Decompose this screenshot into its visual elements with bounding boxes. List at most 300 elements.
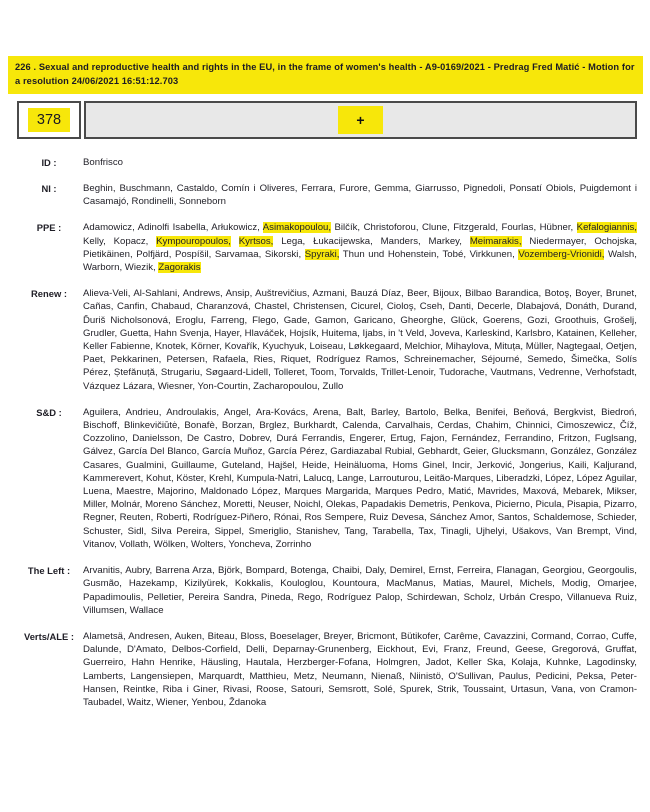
mep-name: Björk	[217, 565, 240, 577]
mep-name: Delbos-Corfield	[171, 644, 238, 656]
mep-name: López Aguilar	[576, 472, 635, 484]
group-names: Alametsä, Andresen, Auken, Biteau, Bloss, Boeselager, Breyer, Bricmont, Bütikofer, Carême, Cavazzini, Cormand, Corrao, Cuffe, Dalunde, D'Amato, Delbos-Corfield, Delli, Deparnay-Grunenberg, Eickhout, Evi, Franz, Freund, Geese, Gregorová, Gruffat, Guerreiro, Hahn Henrike, Häusling, Hautala, Herzberger-Fofana, Holmgren, Jadot, Keller Ska, Kolaja, Kuhnke, Lagodinsky, Lamberts, Langensiepen, Marquardt, Matthieu, Metz, Neumann, Nienaß, Niinistö, O'Sullivan, Paulus, Pedicini, Peksa, Peter-Hansen, Reintke, Riba i Giner, Rivasi, Roose, Satouri, Semsrott, Solé, Spurek, Strik, Toussaint, Urtasun, Vana, von Cramon-Taubadel, Waitz, Wiener, Yenbou, Ždanoka	[83, 630, 638, 708]
mep-name: Modig	[561, 578, 588, 590]
mep-name: Biteau	[207, 630, 235, 642]
mep-name: Hautala	[246, 657, 280, 669]
mep-name: Reintke	[123, 683, 156, 695]
group-label: Renew :	[31, 288, 67, 300]
mep-name: Ochojska	[594, 235, 635, 247]
mep-name: Charanzová	[196, 301, 249, 313]
mep-name: López	[545, 472, 572, 484]
mep-name: Ponsatí Obiols	[509, 183, 574, 195]
mep-name: Niinistö	[409, 670, 441, 682]
mep-name: Geier	[463, 446, 487, 458]
mep-name: Marques Margarida	[284, 486, 369, 498]
mep-name: Cimoszewicz	[556, 420, 613, 432]
mep-name: Strugariu	[160, 367, 200, 379]
mep-name: Kolaja	[511, 657, 539, 669]
mep-name: Keller Fabienne	[83, 341, 151, 353]
vote-group-row	[17, 630, 637, 709]
mep-name: Kympouropoulos,	[156, 235, 231, 247]
mep-name: Yon-Courtin	[197, 380, 248, 392]
mep-name: Gruffat	[605, 644, 635, 656]
mep-name: Toussaint	[463, 683, 504, 695]
mep-name: Mebarek	[562, 486, 601, 498]
mep-name: Neumann	[321, 670, 364, 682]
mep-name: von Cramon-Taubadel	[83, 683, 638, 708]
mep-name: Mavrides	[477, 486, 517, 498]
vote-group-row	[17, 156, 637, 169]
mep-name: Kokkalis	[234, 578, 271, 590]
mep-name: Homs Ginel	[392, 459, 445, 471]
mep-name: Číž	[619, 420, 635, 432]
mep-name: Rónai	[273, 512, 299, 524]
mep-name: Brunet	[605, 288, 635, 300]
mep-name: Larrouturou	[369, 472, 419, 484]
mep-name: Durand	[602, 301, 635, 313]
mep-name: Melchior	[404, 341, 441, 353]
mep-name: Beghin	[83, 183, 113, 195]
mep-name: Ștefănuță	[113, 367, 155, 379]
mep-name: Karleskind	[465, 327, 511, 339]
mep-name: Clune	[421, 222, 448, 234]
mep-name: Moreno Sánchez	[145, 499, 218, 511]
mep-name: González	[550, 446, 591, 458]
mep-name: Lagodinsky	[586, 657, 635, 669]
mep-name: Ferrara	[301, 183, 333, 195]
mep-name: Ros Sempere	[304, 512, 364, 524]
votes-for-count: 378	[28, 108, 70, 132]
votes-for-box	[17, 101, 81, 139]
mep-name: Maldonado López	[200, 486, 278, 498]
mep-name: Ruiz Devesa	[369, 512, 424, 524]
group-names: Alieva-Veli, Al-Sahlani, Andrews, Ansip, Auštrevičius, Azmani, Bauzá Díaz, Beer, Bijoux, Bilbao Barandica, Botoş, Boyer, Brunet, Cañas, Canfin, Chabaud, Charanzová, Chastel, Christensen, Cicurel, Cioloş, Cseh, Danti, Decerle, Dlabajová, Donáth, Durand, Ďuriš Nicholsonová, Eroglu, Farreng, Flego, Gade, Gamon, Garicano, Gheorghe, Glück, Goerens, Gozi, Groothuis, Grošelj, Grudler, Guetta, Hahn Svenja, Hayer, Hlaváček, Hojsík, Huitema, Ijabs, in 't Veld, Joveva, Karleskind, Karlsbro, Katainen, Kelleher, Keller Fabienne, Knotek, Körner, Kovařík, Kyuchyuk, Loiseau, Løkkegaard, Melchior, Mihaylova, Mituța, Müller, Nagtegaal, Oetjen, Paet, Pekkarinen, Petersen, Rafaela, Ries, Riquet, Rodríguez Ramos, Schreinemacher, Séjourné, Semedo, Šimečka, Solís Pérez, Ștefănuță, Strugariu, Søgaard-Lidell, Tolleret, Toom, Torvalds, Trillet-Lenoir, Tudorache, Vautmans, Vedrenne, Verhofstadt, Vázquez Lázara, Wiesner, Yon-Courtin, Zacharopoulou, Zullo	[83, 288, 637, 392]
mep-name: Hahn Svenja	[153, 327, 209, 339]
mep-name: Auken	[174, 630, 202, 642]
mep-name: Wiezik	[124, 262, 154, 274]
mep-name: Deparnay-Grunenberg	[272, 644, 369, 656]
mep-name: Loiseau	[309, 341, 344, 353]
mep-name: Pekkarinen	[110, 354, 159, 366]
mep-name: Yoncheva	[228, 538, 271, 550]
mep-name: Flanagan	[496, 565, 537, 577]
mep-name: Grošelj	[603, 314, 635, 326]
mep-name: Ďuriš Nicholsonová	[83, 314, 168, 326]
mep-name: Arvanitis	[83, 565, 120, 577]
mep-name: Dalunde	[83, 644, 119, 656]
mep-name: Glucksmann	[491, 446, 545, 458]
mep-name: Dlabajová	[516, 301, 560, 313]
mep-name: Incir	[452, 459, 470, 471]
mep-name: Spyraki,	[304, 248, 340, 260]
mep-name: Botoş	[544, 288, 570, 300]
mep-name: Blinkevičiūtė	[124, 420, 178, 432]
mep-name: Lamberts	[83, 670, 123, 682]
mep-name: Stanishev	[295, 525, 338, 537]
mep-name: Farreng	[210, 314, 245, 326]
mep-name: Körner	[190, 341, 220, 353]
group-label: ID :	[41, 156, 57, 168]
mep-name: Angel	[223, 406, 249, 418]
mep-name: Kaili	[568, 459, 587, 471]
mep-name: Maurel	[480, 578, 511, 590]
mep-name: Ferrandino	[504, 433, 552, 445]
mep-name: Decerle	[477, 301, 511, 313]
mep-name: Katainen	[556, 327, 595, 339]
mep-name: Vind	[615, 525, 635, 537]
mep-name: Moretti	[223, 499, 253, 511]
mep-name: Guteland	[221, 459, 261, 471]
mep-name: Omarjee	[597, 578, 635, 590]
mep-name: Pisapia	[567, 499, 599, 511]
mep-name: Pelletier	[147, 591, 182, 603]
mep-name: Spurek	[399, 683, 431, 695]
mep-name: Borzan	[221, 420, 253, 432]
mep-name: Giarrusso	[415, 183, 457, 195]
group-names	[81, 156, 637, 169]
mep-name: Rafaela	[212, 354, 246, 366]
mep-name: Garicano	[353, 314, 393, 326]
mep-name: Sippel	[214, 525, 242, 537]
mep-name: Sidl	[127, 525, 144, 537]
mep-name: Cañas	[83, 301, 111, 313]
mep-name: Peksa	[576, 670, 604, 682]
mep-name: Holmgren	[376, 657, 418, 669]
mep-name: Danielsson	[132, 433, 180, 445]
mep-name: Delli	[246, 644, 265, 656]
mep-name: Freund	[476, 644, 507, 656]
mep-name: Bergkvist	[553, 406, 594, 418]
mep-name: Schaldemose	[533, 512, 592, 524]
mep-name: Pineda	[260, 591, 291, 603]
mep-name: Waitz	[127, 696, 151, 708]
mep-name: Durá Ferrandis	[276, 433, 343, 445]
mep-name: Gebhardt	[417, 446, 458, 458]
mep-name: Al-Sahlani	[133, 288, 178, 300]
mep-name: Leitão-Marques	[424, 472, 491, 484]
mep-name: Schirdewan	[406, 591, 457, 603]
mep-name: Carême	[443, 630, 478, 642]
mep-name: Alametsä	[83, 630, 123, 642]
mep-name: Cseh	[419, 301, 443, 313]
group-names: Arvanitis, Aubry, Barrena Arza, Björk, Bompard, Botenga, Chaibi, Daly, Demirel, Ernst, Ferreira, Flanagan, Georgiou, Georgoulis, Gusmão, Hazekamp, Kizilyürek, Kokkalis, Kouloglou, Kountoura, MacManus, Matias, Maurel, Michels, Modig, Omarjee, Papadimoulis, Pelletier, Pereira Sandra, Pineda, Rego, Rodríguez Palop, Schirdewan, Scholz, Urbán Crespo, Villanueva Ruiz, Villumsen, Wallace	[83, 565, 638, 616]
mep-name: Luena	[83, 486, 110, 498]
mep-name: Scholz	[463, 591, 493, 603]
mep-name: Fajon	[420, 433, 445, 445]
mep-name: Riquet	[280, 354, 309, 366]
mep-name: Kyrtsos,	[238, 235, 274, 247]
mep-name: Torvalds	[339, 367, 376, 379]
mep-name: Neuser	[257, 499, 289, 511]
mep-name: Reuten	[119, 512, 151, 524]
mep-name: Sikorski	[264, 248, 299, 260]
mep-name: Oetjen	[605, 341, 635, 353]
mep-name: Häusling	[200, 657, 239, 669]
vote-title: 226 . Sexual and reproductive health and rights in the EU, in the frame of women's health - A9-0169/2021 - Predrag Fred Matić - Motion for a resolution 24/06/2021 16:51:12.703	[8, 56, 643, 94]
vote-group-row	[17, 287, 637, 393]
mep-name: Michels	[519, 578, 553, 590]
mep-name: Rodríguez Palop	[327, 591, 401, 603]
mep-name: Solís Pérez	[83, 354, 637, 379]
mep-name: Ždanoka	[228, 696, 267, 708]
mep-name: Tax	[418, 525, 434, 537]
mep-name: Krehl	[208, 472, 232, 484]
mep-name: Liberadzki	[496, 472, 540, 484]
mep-name: Zorrinho	[275, 538, 312, 550]
mep-name: Breyer	[323, 630, 352, 642]
mep-name: Fitzgerald	[453, 222, 496, 234]
mep-name: García Del Blanco	[118, 446, 197, 458]
mep-name: Balt	[346, 406, 364, 418]
mep-name: Lega	[281, 235, 303, 247]
mep-name: Georgiou	[542, 565, 582, 577]
mep-name: Chaibi	[332, 565, 360, 577]
mep-name: Herzberger-Fofana	[287, 657, 369, 669]
mep-name: Barrena Arza	[155, 565, 213, 577]
mep-name: Daly	[365, 565, 384, 577]
mep-name: Semsrott	[328, 683, 367, 695]
mep-name: De Castro	[186, 433, 232, 445]
mep-name: Schreinemacher	[403, 354, 474, 366]
vote-group-row	[17, 406, 637, 551]
group-label: NI :	[41, 183, 57, 195]
mep-name: Castaldo	[176, 183, 215, 195]
mep-name: Brglez	[259, 420, 287, 432]
mep-name: Auštrevičius	[255, 288, 307, 300]
mep-name: Wallace	[129, 604, 164, 616]
mep-name: Vollath	[119, 538, 149, 550]
mep-name: Bijoux	[432, 288, 460, 300]
mep-name: Santos	[497, 512, 528, 524]
mep-name: Langensiepen	[130, 670, 191, 682]
mep-name: Thun und Hohenstein	[342, 248, 437, 260]
group-names: Beghin, Buschmann, Castaldo, Comín i Oliveres, Ferrara, Furore, Gemma, Giarrusso, Pignedoli, Ponsatí Obiols, Puigdemont i Casamajó, Rondinelli, Sonneborn	[83, 183, 638, 208]
mep-name: Sánchez Amor	[429, 512, 492, 524]
mep-name: Arłukowicz	[211, 222, 258, 234]
mep-name: Ara-Kovács	[255, 406, 306, 418]
mep-name: Ernst	[428, 565, 452, 577]
mep-name: Christoforou	[363, 222, 416, 234]
mep-name: Matias	[442, 578, 472, 590]
mep-name: Keller Ska	[457, 657, 504, 669]
mep-name: Andresen	[128, 630, 170, 642]
mep-name: Bilbao Barandica	[465, 288, 539, 300]
mep-name: Bauzá Díaz	[350, 288, 401, 300]
mep-name: Geese	[515, 644, 544, 656]
mep-name: Demirel	[389, 565, 423, 577]
mep-name: González Casares	[83, 446, 637, 471]
mep-name: Séjourné	[481, 354, 520, 366]
mep-name: Rodríguez-Piñero	[192, 512, 269, 524]
mep-name: Adinolfi Isabella	[137, 222, 206, 234]
mep-name: García Pérez	[268, 446, 325, 458]
mep-name: Evi	[422, 644, 436, 656]
mep-name: Majorino	[157, 486, 195, 498]
mep-name: in 't Veld	[388, 327, 425, 339]
mep-name: Cerdas	[437, 420, 469, 432]
mep-name: Vozemberg-Vrionidi,	[518, 248, 605, 260]
mep-name: Adamowicz	[83, 222, 133, 234]
results-bar	[17, 101, 637, 139]
mep-name: Bischoff	[83, 420, 117, 432]
mep-name: Metz	[293, 670, 315, 682]
mep-name: Hojsík	[289, 327, 317, 339]
mep-name: Verhofstadt	[585, 367, 635, 379]
mep-name: Pospíšil	[175, 248, 209, 260]
mep-name: Goerens	[482, 314, 520, 326]
mep-name: Chahim	[475, 420, 509, 432]
mep-name: Kovařík	[224, 341, 258, 353]
mep-name: Gálvez	[83, 446, 113, 458]
mep-name: Kohut	[145, 472, 172, 484]
mep-name: Ušakovs	[511, 525, 549, 537]
mep-name: Warborn	[83, 262, 120, 274]
mep-name: Olekas	[325, 499, 356, 511]
mep-name: Yenbou	[191, 696, 224, 708]
mep-name: Zacharopoulou	[253, 380, 318, 392]
mep-name: Peter-Hansen	[83, 670, 637, 695]
group-label: The Left :	[27, 565, 71, 577]
mep-name: Matthieu	[249, 670, 287, 682]
mep-name: Tobé	[442, 248, 464, 260]
mep-name: Schieder	[596, 512, 635, 524]
mep-name: Wölken	[153, 538, 186, 550]
mep-name: Eickhout	[377, 644, 414, 656]
mep-name: Vana	[551, 683, 573, 695]
mep-name: Chastel	[254, 301, 287, 313]
mep-name: Kyuchyuk	[262, 341, 305, 353]
mep-name: Riba i Giner	[162, 683, 216, 695]
mep-name: Chabaud	[151, 301, 191, 313]
mep-name: Engerer	[349, 433, 384, 445]
mep-name: Bonafè	[184, 420, 215, 432]
mep-name: Schuster	[83, 525, 121, 537]
mep-name: Tarabella	[372, 525, 412, 537]
mep-name: Knotek	[155, 341, 186, 353]
mep-name: Groothuis	[554, 314, 597, 326]
mep-name: Wolters	[190, 538, 224, 550]
mep-name: Rivasi	[222, 683, 250, 695]
mep-name: Maestre	[116, 486, 151, 498]
mep-name: Eroglu	[175, 314, 204, 326]
mep-name: Markey	[428, 235, 460, 247]
vote-group-row	[17, 564, 637, 617]
mep-name: Silva Pereira	[150, 525, 208, 537]
mep-name: Urtasun	[510, 683, 545, 695]
mep-name: Flego	[252, 314, 277, 326]
mep-name: Regner	[83, 512, 114, 524]
mep-name: Søgaard-Lidell	[205, 367, 269, 379]
mep-name: Papadakis Demetris	[361, 499, 448, 511]
mep-name: Furore	[339, 183, 368, 195]
mep-name: Ertug	[390, 433, 414, 445]
mep-name: Vautmans	[490, 367, 533, 379]
mep-name: Christensen	[293, 301, 345, 313]
mep-name: Cicurel	[350, 301, 381, 313]
mep-name: Buschmann	[119, 183, 171, 195]
mep-name: Androulakis	[166, 406, 217, 418]
mep-name: Niedermayer	[529, 235, 584, 247]
mep-name: Matić	[448, 486, 472, 498]
mep-name: Pereira Sandra	[188, 591, 255, 603]
mep-name: Vedrenne	[538, 367, 580, 379]
mep-name: Beňová	[513, 406, 546, 418]
mep-name: Kouloglou	[280, 578, 323, 590]
mep-name: Lange	[337, 472, 364, 484]
mep-name: O'Sullivan	[448, 670, 492, 682]
mep-name: Wiener	[156, 696, 187, 708]
mep-name: Šimečka	[570, 354, 608, 366]
mep-name: Georgoulis	[587, 565, 635, 577]
mep-name: Hlaváček	[244, 327, 285, 339]
mep-name: Kaljurand	[593, 459, 635, 471]
group-label: S&D :	[36, 406, 62, 418]
mep-name: Hahn Henrike	[131, 657, 193, 669]
mep-name: Aubry	[125, 565, 150, 577]
mep-name: Hazekamp	[128, 578, 175, 590]
mep-name: Ujhelyi	[475, 525, 505, 537]
mep-name: Jadot	[425, 657, 450, 669]
mep-name: Picula	[535, 499, 562, 511]
mep-name: Virkkunen	[469, 248, 513, 260]
mep-name: Aguilera	[83, 406, 119, 418]
group-names: Aguilera, Andrieu, Androulakis, Angel, Ara-Kovács, Arena, Balt, Barley, Bartolo, Belka, Benifei, Beňová, Bergkvist, Biedroń, Bischoff, Blinkevičiūtė, Bonafè, Borzan, Brglez, Burkhardt, Calenda, Carvalhais, Cerdas, Chahim, Chinnici, Cimoszewicz, Číž, Cozzolino, Danielsson, De Castro, Dobrev, Durá Ferrandis, Engerer, Ertug, Fajon, Fernández, Ferrandino, Fritzon, Fuglsang, Gálvez, García Del Blanco, García Muñoz, García Pérez, Gardiazabal Rubial, Gebhardt, Geier, Glucksmann, González, González Casares, Gualmini, Guillaume, Guteland, Hajšel, Heide, Heinäluoma, Homs Ginel, Incir, Jerković, Jongerius, Kaili, Kaljurand, Kammerevert, Kohut, Köster, Krehl, Kumpula-Natri, Lalucq, Lange, Larrouturou, Leitão-Marques, Liberadzki, López, López Aguilar, Luena, Maestre, Majorino, Maldonado López, Marques Margarida, Marques Pedro, Matić, Mavrides, Maxová, Mebarek, Mikser, Miller, Molnár, Moreno Sánchez, Moretti, Neuser, Noichl, Olekas, Papadakis Demetris, Penkova, Picierno, Picula, Pisapia, Pizarro, Regner, Reuten, Roberti, Rodríguez-Piñero, Rónai, Ros Sempere, Ruiz Devesa, Sánchez Amor, Santos, Schaldemose, Schieder, Schuster, Sidl, Silva Pereira, Sippel, Smeriglio, Stanishev, Tang, Tarabella, Tax, Tinagli, Ujhelyi, Ušakovs, Van Brempt, Vind, Vitanov, Vollath, Wölken, Wolters, Yoncheva, Zorrinho	[83, 406, 638, 550]
vote-group-row	[17, 221, 637, 274]
mep-name: Bompard	[245, 565, 285, 577]
mep-name: Bonfrisco	[83, 156, 123, 168]
mep-name: Gusmão	[83, 578, 120, 590]
mep-name: Tolleret	[273, 367, 305, 379]
mep-name: Gheorghe	[400, 314, 444, 326]
mep-name: Kountoura	[332, 578, 377, 590]
mep-name: García Muñoz	[202, 446, 263, 458]
mep-name: Nienaß	[371, 670, 402, 682]
mep-name: Miller	[83, 499, 106, 511]
mep-name: Meimarakis,	[469, 235, 522, 247]
mep-name: Kefalogiannis,	[576, 222, 637, 234]
mep-name: Boeselager	[269, 630, 318, 642]
mep-name: Corrao	[576, 630, 606, 642]
mep-name: Carvalhais	[385, 420, 431, 432]
mep-name: Gozi	[527, 314, 547, 326]
mep-name: MacManus	[386, 578, 434, 590]
mep-name: Vitanov	[83, 538, 115, 550]
mep-name: Van Brempt	[556, 525, 608, 537]
mep-name: Hajšel	[267, 459, 295, 471]
mep-name: Fernández	[451, 433, 498, 445]
mep-name: Bloss	[240, 630, 265, 642]
mep-name: Zagorakis	[158, 262, 201, 274]
mep-name: Heinäluoma	[334, 459, 386, 471]
mep-name: Calenda	[342, 420, 379, 432]
mep-name: Andrews	[182, 288, 221, 300]
mep-name: Bütikofer	[400, 630, 439, 642]
group-names: Adamowicz, Adinolfi Isabella, Arłukowicz, Asimakopoulou, Bilčík, Christoforou, Clune, Fitzgerald, Fourlas, Hübner, Kefalogiannis, Kelly, Kopacz, Kympouropoulos, Kyrtsos, Lega, Łukacijewska, Manders, Markey, Meimarakis, Niedermayer, Ochojska, Pietikäinen, Polfjärd, Pospíšil, Sarvamaa, Sikorski, Spyraki, Thun und Hohenstein, Tobé, Virkkunen, Vozemberg-Vrionidi, Walsh, Warborn, Wiezik, Zagorakis	[83, 222, 637, 274]
mep-name: Rodríguez Ramos	[316, 354, 397, 366]
mep-name: Walsh	[607, 248, 635, 260]
mep-name: Grudler	[83, 327, 115, 339]
mep-name: Cozzolino	[83, 433, 126, 445]
mep-name: Bricmont	[357, 630, 395, 642]
mep-name: Łukacijewska	[313, 235, 371, 247]
mep-name: Trillet-Lenoir	[380, 367, 434, 379]
mep-name: Polfjärd	[136, 248, 169, 260]
mep-name: Løkkegaard	[348, 341, 400, 353]
mep-name: Danti	[448, 301, 471, 313]
mep-name: Strik	[437, 683, 457, 695]
mep-name: Donáth	[565, 301, 597, 313]
mep-name: Belka	[443, 406, 468, 418]
